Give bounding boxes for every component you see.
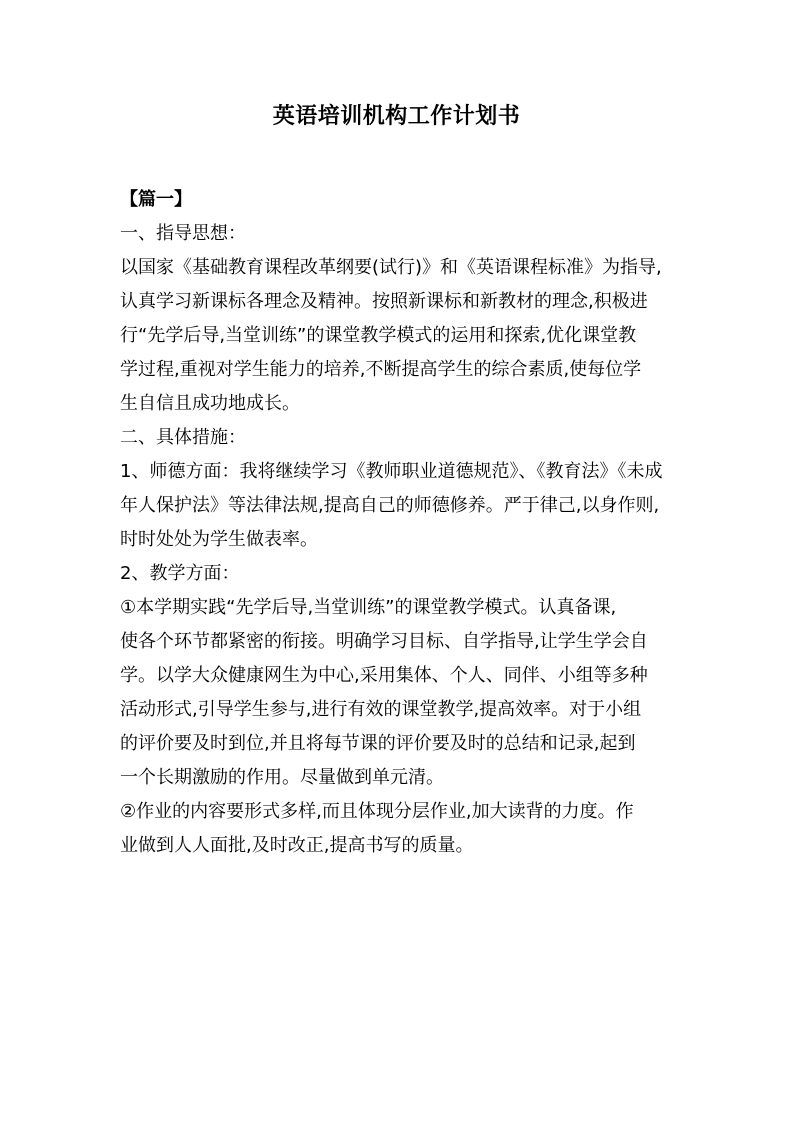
paragraph-guiding-thought — [120, 251, 676, 421]
paragraph-line: ①本学期实践“先学后导,当堂训练”的课堂教学模式。认真备课, — [120, 597, 617, 618]
paragraph-line: 以国家《基础教育课程改革纲要(试行)》和《英语课程标准》为指导, — [120, 257, 662, 278]
paragraph-teacher-ethics — [120, 455, 676, 557]
document-body — [120, 183, 676, 863]
paragraph-line: 活动形式,引导学生参与,进行有效的课堂教学,提高效率。对于小组 — [120, 699, 642, 720]
paragraph-line: 使各个环节都紧密的衔接。明确学习目标、自学指导,让学生学会自 — [120, 631, 648, 652]
paragraph-line: 行“先学后导,当堂训练”的课堂教学模式的运用和探索,优化课堂教 — [120, 325, 637, 346]
document-title: 英语培训机构工作计划书 — [272, 104, 521, 129]
paragraph-line: 时时处处为学生做表率。 — [120, 529, 318, 550]
paragraph-line: 生自信且成功地成长。 — [120, 393, 300, 414]
paragraph-line: 学过程,重视对学生能力的培养,不断提高学生的综合素质,使每位学 — [120, 359, 642, 380]
heading-measures: 二、具体措施： — [120, 427, 246, 448]
paragraph-line: 业做到人人面批,及时改正,提高书写的质量。 — [120, 835, 474, 856]
paragraph-line: 的评价要及时到位,并且将每节课的评价要及时的总结和记录,起到 — [120, 733, 636, 754]
paragraph-homework — [120, 795, 676, 863]
paragraph-line: ②作业的内容要形式多样,而且体现分层作业,加大读背的力度。作 — [120, 801, 634, 822]
paragraph-line: 年人保护法》等法律法规,提高自己的师德修养。严于律己,以身作则, — [120, 495, 660, 516]
paragraph-line: 一个长期激励的作用。尽量做到单元清。 — [120, 767, 444, 788]
paragraph-line: 学。以学大众健康网生为中心,采用集体、个人、同伴、小组等多种 — [120, 665, 648, 686]
paragraph-line: 1、师德方面：我将继续学习《教师职业道德规范》、《教育法》《未成 — [120, 461, 663, 482]
heading-guiding-thought: 一、指导思想： — [120, 223, 246, 244]
heading-teaching: 2、教学方面： — [120, 563, 240, 584]
paragraph-line: 认真学习新课标各理念及精神。按照新课标和新教材的理念,积极进 — [120, 291, 648, 312]
paragraph-teaching-mode — [120, 591, 676, 795]
section-tag: 【篇一】 — [120, 189, 192, 210]
